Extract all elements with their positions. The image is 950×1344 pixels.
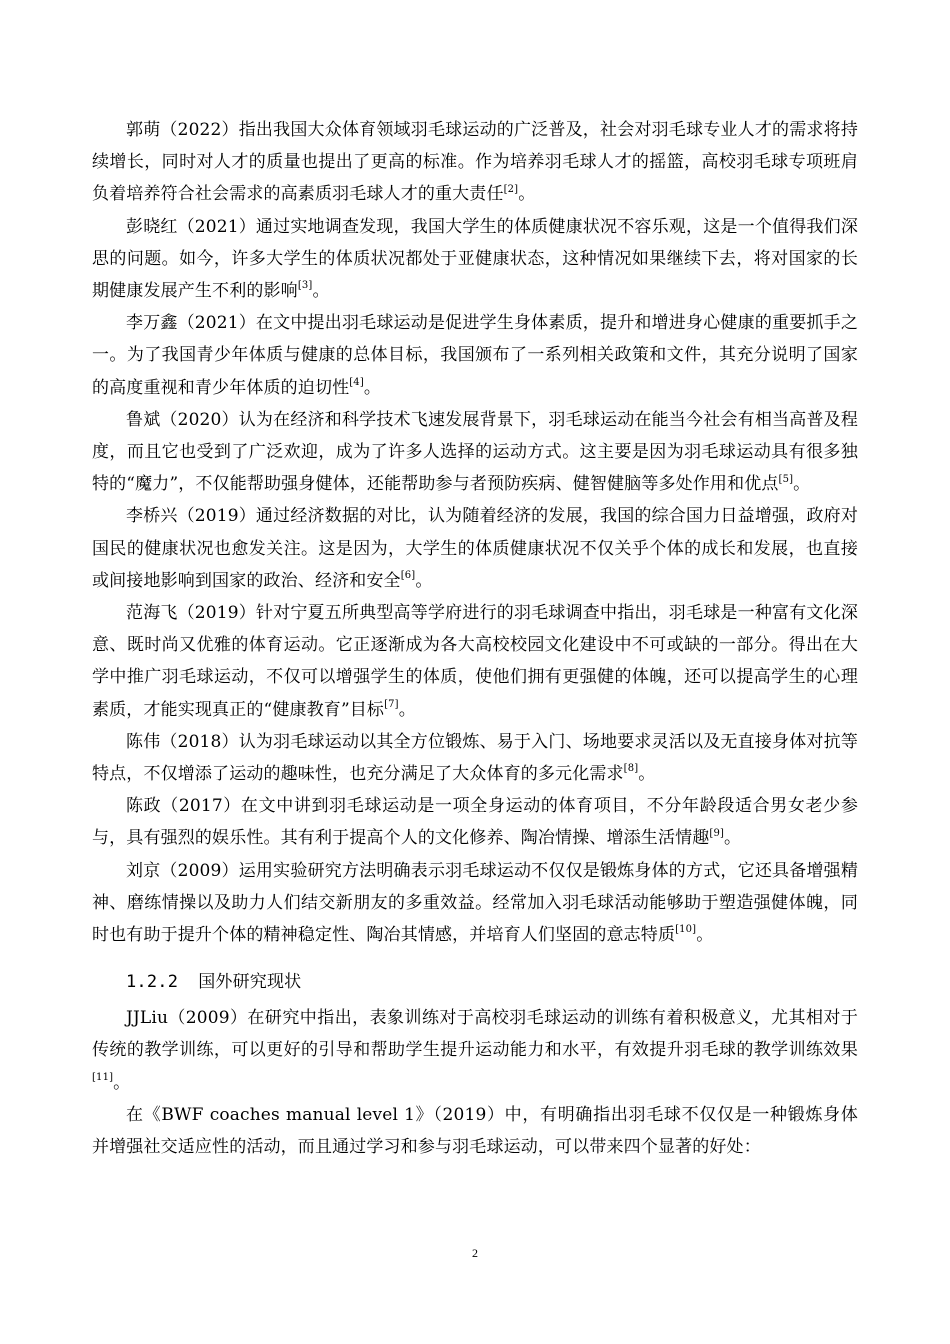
citation-ref[interactable]: [7] (384, 699, 399, 710)
section-number: 1.2.2 (126, 972, 179, 993)
paragraph-li-wanxin: 李万鑫（2021）在文中提出羽毛球运动是促进学生身体素质，提升和增进身心健康的重要抓手之一。为了我国青少年体质与健康的总体目标，我国颁布了一系列相关政策和文件，其充分说明了国家的高度重视和青少年体质的迫切性[4]。 (92, 313, 858, 398)
paragraph-text: JJLiu（2009）在研究中指出，表象训练对于高校羽毛球运动的训练有着积极意义，尤其相对于传统的教学训练，可以更好的引导和帮助学生提升运动能力和水平，有效提升羽毛球的教学训练效果 (92, 1008, 858, 1061)
paragraph-peng-xiaohong: 彭晓红（2021）通过实地调查发现，我国大学生的体质健康状况不容乐观，这是一个值得我们深思的问题。如今，许多大学生的体质状况都处于亚健康状态，这种情况如果继续下去，将对国家的长期健康发展产生不利的影响[3]。 (92, 216, 858, 302)
paragraph-jjliu: JJLiu（2009）在研究中指出，表象训练对于高校羽毛球运动的训练有着积极意义，尤其相对于传统的教学训练，可以更好的引导和帮助学生提升运动能力和水平，有效提升羽毛球的教学训练效果[11]。 (92, 1008, 858, 1093)
citation-ref[interactable]: [6] (400, 570, 416, 582)
citation-ref[interactable]: [3] (297, 280, 313, 292)
citation-ref[interactable]: [2] (503, 183, 519, 195)
paragraph-chen-wei: 陈伟（2018）认为羽毛球运动以其全方位锻炼、易于入门、场地要求灵活以及无直接身体对抗等特点，不仅增添了运动的趣味性，也充分满足了大众体育的多元化需求[8]。 (92, 731, 858, 785)
paragraph-text: 陈伟（2018）认为羽毛球运动以其全方位锻炼、易于入门、场地要求灵活以及无直接身体对抗等特点，不仅增添了运动的趣味性，也充分满足了大众体育的多元化需求 (92, 731, 858, 785)
paragraph-fan-haifei: 范海飞（2019）针对宁夏五所典型高等学府进行的羽毛球调查中指出，羽毛球是一种富有文化深意、既时尚又优雅的体育运动。它正逐渐成为各大高校校园文化建设中不可或缺的一部分。得出在大学中推广羽毛球运动，不仅可以增强学生的体质，使他们拥有更强健的体魄，还可以提高学生的心理素质，才能实现真正的“健康教育”目标[7]。 (92, 603, 858, 720)
paragraph-guo-meng: 郭萌（2022）指出我国大众体育领域羽毛球运动的广泛普及，社会对羽毛球专业人才的需求将持续增长，同时对人才的质量也提出了更高的标准。作为培养羽毛球人才的摇篮，高校羽毛球专项班肩负着培养符合社会需求的高素质羽毛球人才的重大责任[2]。 (92, 120, 858, 205)
paragraph-text: 陈政（2017）在文中讲到羽毛球运动是一项全身运动的体育项目，不分年龄段适合男女老少参与，具有强烈的娱乐性。其有利于提高个人的文化修养、陶冶情操、增添生活情趣 (92, 796, 858, 849)
section-title: 国外研究现状 (198, 972, 302, 993)
paragraph-text: 在《BWF coaches manual level 1》（2019）中，有明确指出羽毛球不仅仅是一种锻炼身体并增强社交适应性的活动，而且通过学习和参与羽毛球运动，可以带来四个显著的好处： (92, 1104, 858, 1158)
page-number: 2 (472, 1246, 478, 1260)
paragraph-text: 刘京（2009）运用实验研究方法明确表示羽毛球运动不仅仅是锻炼身体的方式，它还具备增强精神、磨练情操以及助力人们结交新朋友的多重效益。经常加入羽毛球活动能够助于塑造强健体魄，同时也有助于提升个体的精神稳定性、陶冶其情感，并培育人们坚固的意志特质 (92, 860, 858, 946)
paragraph-text: 李桥兴（2019）通过经济数据的对比，认为随着经济的发展，我国的综合国力日益增强，政府对国民的健康状况也愈发关注。这是因为，大学生的体质健康状况不仅关乎个体的成长和发展，也直接或间接地影响到国家的政治、经济和安全 (92, 506, 858, 591)
paragraph-liu-jing: 刘京（2009）运用实验研究方法明确表示羽毛球运动不仅仅是锻炼身体的方式，它还具备增强精神、磨练情操以及助力人们结交新朋友的多重效益。经常加入羽毛球活动能够助于塑造强健体魄，同时也有助于提升个体的精神稳定性、陶冶其情感，并培育人们坚固的意志特质[10]。 (92, 860, 858, 946)
paragraph-bwf-manual (92, 1099, 858, 1163)
page-body (92, 114, 858, 1163)
section-heading (92, 965, 858, 999)
paragraph-chen-zheng: 陈政（2017）在文中讲到羽毛球运动是一项全身运动的体育项目，不分年龄段适合男女老少参与，具有强烈的娱乐性。其有利于提高个人的文化修养、陶冶情操、增添生活情趣[9]。 (92, 796, 858, 849)
citation-ref[interactable]: [10] (675, 924, 697, 936)
paragraph-text: 郭萌（2022）指出我国大众体育领域羽毛球运动的广泛普及，社会对羽毛球专业人才的需求将持续增长，同时对人才的质量也提出了更高的标准。作为培养羽毛球人才的摇篮，高校羽毛球专项班肩负着培养符合社会需求的高素质羽毛球人才的重大责任 (92, 120, 858, 205)
paragraph-text: 范海飞（2019）针对宁夏五所典型高等学府进行的羽毛球调查中指出，羽毛球是一种富有文化深意、既时尚又优雅的体育运动。它正逐渐成为各大高校校园文化建设中不可或缺的一部分。得出在大学中推广羽毛球运动，不仅可以增强学生的体质，使他们拥有更强健的体魄，还可以提高学生的心理素质，才能实现真正的“健康教育”目标 (92, 603, 858, 720)
paragraph-text: 彭晓红（2021）通过实地调查发现，我国大学生的体质健康状况不容乐观，这是一个值得我们深思的问题。如今，许多大学生的体质状况都处于亚健康状态，这种情况如果继续下去，将对国家的长期健康发展产生不利的影响 (92, 216, 858, 302)
citation-ref[interactable]: [8] (623, 763, 639, 775)
citation-ref[interactable]: [5] (778, 473, 794, 485)
paragraph-li-qiaoxing: 李桥兴（2019）通过经济数据的对比，认为随着经济的发展，我国的综合国力日益增强，政府对国民的健康状况也愈发关注。这是因为，大学生的体质健康状况不仅关乎个体的成长和发展，也直接或间接地影响到国家的政治、经济和安全[6]。 (92, 506, 858, 591)
paragraph-text: 鲁斌（2020）认为在经济和科学技术飞速发展背景下，羽毛球运动在能当今社会有相当高普及程度，而且它也受到了广泛欢迎，成为了许多人选择的运动方式。这主要是因为羽毛球运动具有很多独特的“魔力”，不仅能帮助强身健体，还能帮助参与者预防疾病、健智健脑等多处作用和优点 (92, 409, 858, 495)
paragraph-text: 李万鑫（2021）在文中提出羽毛球运动是促进学生身体素质，提升和增进身心健康的重要抓手之一。为了我国青少年体质与健康的总体目标，我国颁布了一系列相关政策和文件，其充分说明了国家的高度重视和青少年体质的迫切性 (92, 313, 858, 398)
citation-ref[interactable]: [11] (92, 1072, 114, 1084)
paragraph-lu-bin: 鲁斌（2020）认为在经济和科学技术飞速发展背景下，羽毛球运动在能当今社会有相当高普及程度，而且它也受到了广泛欢迎，成为了许多人选择的运动方式。这主要是因为羽毛球运动具有很多独特的“魔力”，不仅能帮助强身健体，还能帮助参与者预防疾病、健智健脑等多处作用和优点[5]。 (92, 409, 858, 495)
citation-ref[interactable]: [4] (349, 376, 364, 388)
citation-ref[interactable]: [9] (709, 827, 725, 839)
